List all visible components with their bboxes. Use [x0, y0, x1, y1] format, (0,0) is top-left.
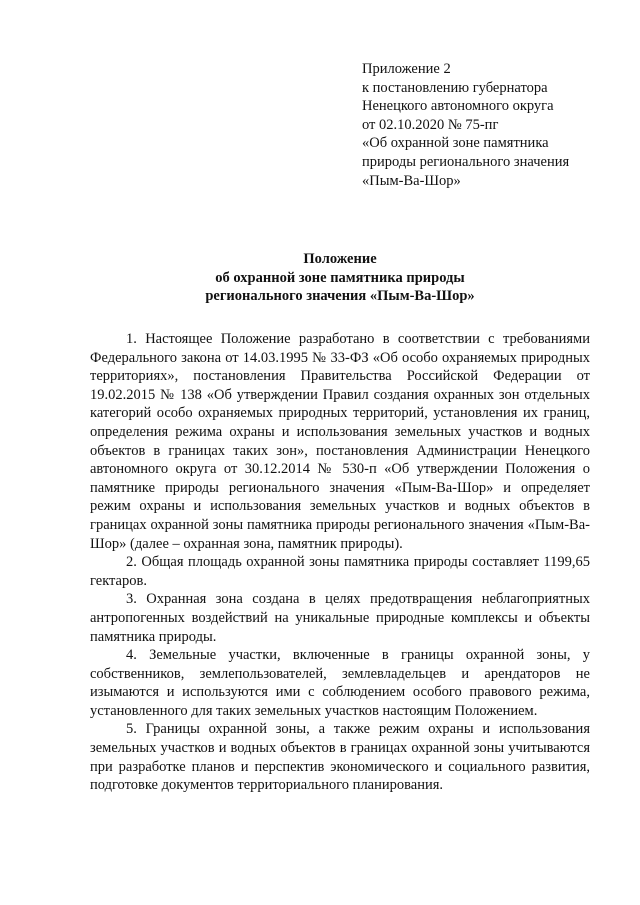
annex-line: Приложение 2: [362, 61, 451, 77]
annex-line: «Об охранной зоне памятника: [362, 135, 549, 152]
annex-line: от 02.10.2020 № 75-пг: [362, 116, 499, 133]
title-line: Положение: [303, 251, 377, 267]
annex-line: «Пым-Ва-Шор»: [362, 172, 461, 189]
document-title: [90, 250, 590, 306]
paragraph-3: 3. Охранная зона создана в целях предотвращения неблагоприятных антропогенных воздействий на уникальные природные комплексы и объекты памятника природы.: [90, 591, 590, 645]
paragraph-5: 5. Границы охранной зоны, а также режим охраны и использования земельных участков и водных объектов в границах охранной зоны учитываются при разработке планов и перспектив экономического и социального развития, подготовке документов территориального планирования.: [90, 721, 590, 794]
annex-line: природы регионального значения: [362, 153, 570, 170]
paragraph-4: 4. Земельные участки, включенные в границы охранной зоны, у собственников, землепользователей, землевладельцев и арендаторов не изымаются и используются ими с соблюдением особого правового режима, установленного для таких земельных участков настоящим Положением.: [90, 647, 590, 719]
annex-line: к постановлению губернатора: [362, 79, 548, 96]
document-body: [90, 330, 590, 795]
annex-header: [362, 60, 612, 190]
annex-line: Ненецкого автономного округа: [362, 98, 554, 115]
paragraph-1: 1. Настоящее Положение разработано в соответствии с требованиями Федерального закона от 14.03.1995 № 33-ФЗ «Об особо охраняемых природных территориях», постановления Правительства Российской Федерации от 19.02.2015 № 138 «Об утверждении Правил создания охранных зон отдельных категорий особо охраняемых природных территорий, установления их границ, определения режима охраны и использования земельных участков и водных объектов в границах таких зон», постановления Администрации Ненецкого автономного округа от 30.12.2014 № 530-п «Об утверждении Положения о памятнике природы регионального значения «Пым-Ва-Шор» и определяет режим охраны и использования земельных участков и водных объектов в границах охранной зоны памятника природы регионального значения «Пым-Ва-Шор» (далее – охранная зона, памятник природы).: [90, 331, 590, 552]
paragraph-2: 2. Общая площадь охранной зоны памятника природы составляет 1199,65 гектаров.: [90, 554, 590, 589]
title-line: регионального значения «Пым-Ва-Шор»: [205, 288, 475, 305]
title-line: об охранной зоне памятника природы: [215, 269, 465, 286]
